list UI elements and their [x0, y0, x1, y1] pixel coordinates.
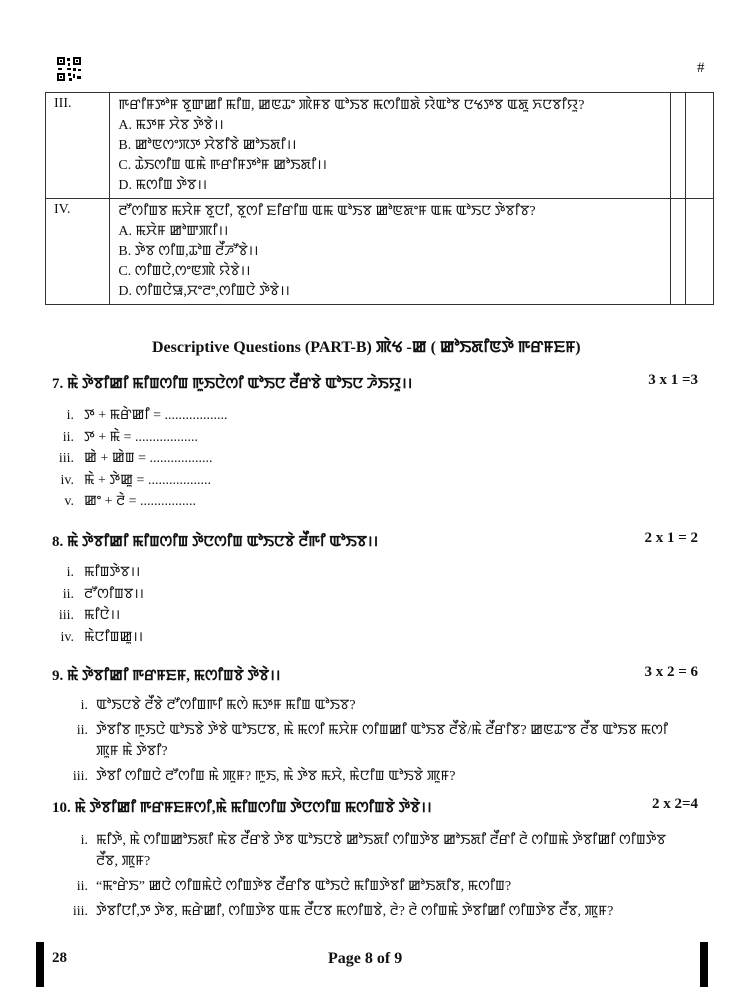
- item-text: ꯃꯥ + ꯇꯥꯀꯨ = ..................: [84, 472, 211, 488]
- list-item: [36, 427, 228, 449]
- option-d: D. ꯃꯁꯤꯡ ꯇꯥꯕ।।: [118, 178, 208, 193]
- item-number: v.: [64, 494, 74, 509]
- question-10-heading: 10. ꯃꯥ ꯇꯥꯕꯤꯀꯤ ꯒꯔꯝꯐꯝꯁꯤ,ꯃꯥ ꯃꯤꯡꯁꯤꯡ ꯇꯥꯅꯁꯤꯡ ꯃꯁꯤꯡꯕꯥ ꯇꯥꯕꯥ।।: [52, 800, 432, 816]
- mcq-row: [46, 93, 714, 199]
- page-number: Page 8 of 9: [328, 950, 403, 967]
- item-text: ꯃꯤꯇꯥ, ꯃꯥ ꯁꯤꯡꯀꯣꯏꯗꯤ ꯃꯥꯕ ꯂꯩꯔꯕꯥ ꯇꯥꯕ ꯑꯣꯏꯅꯕꯥ ꯀꯣꯏꯗꯤ ꯁꯤꯡꯇꯥꯕ ꯀꯣꯏꯗꯤ ꯂꯩꯔꯤ ꯂꯥ ꯁꯤꯡꯃꯥ ꯇꯥꯕꯤꯀꯤ ꯁꯤꯡꯇꯥꯕ ꯂꯩꯕ, ꯄꯨꯝ?: [96, 833, 666, 869]
- item-number: i.: [80, 698, 88, 713]
- option-a: A. ꯃꯇꯝ ꯆꯥꯕ ꯇꯥꯕꯥ।।: [118, 118, 224, 133]
- page-marker: #: [697, 60, 705, 76]
- item-number: i.: [66, 565, 74, 580]
- option-a: A. ꯃꯆꯥꯝ ꯀꯣꯛꯄꯤ।।: [118, 224, 229, 239]
- item-number: i.: [80, 833, 88, 848]
- list-item: [36, 605, 144, 627]
- item-text: ꯇꯥꯕꯤꯕ ꯒꯨꯏꯅꯥ ꯑꯣꯏꯕꯥ ꯇꯥꯕꯥ ꯑꯣꯏꯅꯕ, ꯃꯥ ꯃꯁꯤ ꯃꯆꯥꯝ ꯁꯤꯡꯀꯤ ꯑꯣꯏꯕ ꯂꯩꯕꯥ/ꯃꯥ ꯂꯩꯔꯤꯕ? ꯀꯟꯊꯦꯕ ꯂꯩꯕ ꯑꯣꯏꯕ ꯃꯁꯤ ꯄꯨꯝ ꯃꯥ ꯇꯥꯕꯤ?: [96, 723, 668, 759]
- question-10-marks: 2 x 2=4: [651, 796, 698, 812]
- blank-cell: [686, 93, 714, 199]
- item-number: iv.: [60, 629, 74, 645]
- question-8-items: [36, 562, 144, 648]
- page-code: 28: [52, 950, 67, 966]
- item-text: ꯑꯣꯏꯅꯕꯥ ꯂꯩꯕꯥ ꯂꯧꯁꯤꯡꯒꯤ ꯃꯁꯥ ꯃꯇꯝ ꯃꯤꯡ ꯑꯣꯏꯕ?: [96, 698, 356, 713]
- list-item: [60, 695, 690, 716]
- question-text: ꯒꯔꯤꯝꯇꯣꯝ ꯕꯨꯛꯀꯤ ꯃꯤꯡ, ꯀꯟꯊꯦ ꯄꯥꯝꯕ ꯑꯣꯏꯕ ꯃꯁꯤꯡꯗꯥ ꯌꯥꯑꯣꯕ ꯅꯠꯇꯕ ꯑꯗꯨ ꯈꯅꯕꯤꯌꯨ?: [118, 98, 585, 113]
- item-number: iii.: [58, 608, 74, 623]
- question-7-heading: 7. ꯃꯥ ꯇꯥꯕꯤꯀꯤ ꯃꯤꯡꯁꯤꯡ ꯒꯨꯏꯅꯥꯁꯤ ꯑꯣꯏꯅ ꯂꯩꯔꯕꯥ ꯑꯣꯏꯅ ꯍꯥꯏꯌꯨ।।: [52, 376, 413, 392]
- option-c: C. ꯊꯥꯏꯁꯤꯡ ꯑꯃꯥ ꯒꯔꯤꯝꯇꯣꯝ ꯀꯣꯏꯗꯤ।।: [118, 158, 327, 173]
- list-item: [36, 562, 144, 584]
- item-text: “ꯃꯦꯔꯥꯏ” ꯀꯅꯥ ꯁꯤꯡꯃꯥꯅꯥ ꯁꯤꯡꯇꯥꯕ ꯂꯩꯔꯤꯕ ꯑꯣꯏꯅꯥ ꯃꯤꯡꯇꯥꯕꯤ ꯀꯣꯏꯗꯤꯕ, ꯃꯁꯤꯡ?: [96, 879, 512, 894]
- item-text: ꯇꯥꯕꯤ ꯁꯤꯡꯅꯥ ꯂꯧꯁꯤꯡ ꯃꯥ ꯄꯨꯝ? ꯒꯨꯏ, ꯃꯥ ꯇꯥꯕ ꯃꯆꯥ, ꯃꯥꯅꯤꯡ ꯑꯣꯏꯕꯥ ꯄꯨꯝ?: [96, 769, 456, 784]
- item-text: ꯀꯦ + ꯂꯥ = ................: [84, 494, 197, 509]
- item-number: iii.: [58, 451, 74, 466]
- question-9-items: [60, 695, 690, 791]
- list-item: [60, 901, 690, 922]
- right-footer-bar: [700, 942, 708, 987]
- item-number: iii.: [72, 769, 88, 784]
- item-number: i.: [66, 408, 74, 423]
- question-cell: [110, 93, 671, 199]
- item-text: ꯇ + ꯃꯥ = ..................: [84, 429, 199, 445]
- item-text: ꯃꯥꯅꯤꯡꯀꯨ।।: [84, 629, 144, 645]
- list-item: [36, 448, 228, 470]
- mcq-row: [46, 199, 714, 305]
- blank-cell: [670, 93, 685, 199]
- list-item: [36, 470, 228, 492]
- item-number: ii.: [76, 879, 88, 894]
- item-number: ii.: [62, 586, 74, 602]
- item-number: ii.: [76, 723, 88, 738]
- question-number: IV.: [46, 199, 110, 305]
- item-text: ꯀꯥ + ꯀꯥꯡ = ..................: [84, 451, 213, 466]
- qr-code-icon: [56, 56, 82, 82]
- list-item: [36, 627, 144, 649]
- question-9-heading: 9. ꯃꯥ ꯇꯥꯕꯤꯀꯤ ꯒꯔꯝꯐꯝ, ꯃꯁꯤꯡꯕꯥ ꯇꯥꯕꯥ।।: [52, 668, 281, 684]
- item-number: iii.: [72, 904, 88, 919]
- item-text: ꯇ + ꯃꯔꯥꯀꯤ = ..................: [84, 408, 228, 423]
- list-item: [36, 405, 228, 427]
- blank-cell: [670, 199, 685, 305]
- item-text: ꯃꯤꯡꯇꯥꯕ।।: [84, 565, 141, 580]
- question-8-marks: 2 x 1 = 2: [644, 530, 698, 546]
- item-number: ii.: [62, 429, 74, 445]
- question-cell: [110, 199, 671, 305]
- option-b: B. ꯇꯥꯕ ꯁꯤꯡ,ꯊꯣꯡ ꯂꯩꯍꯧꯕꯥ।।: [118, 244, 259, 259]
- question-9-marks: 3 x 2 = 6: [644, 664, 698, 680]
- list-item: [60, 720, 690, 762]
- question-7-items: [36, 405, 228, 513]
- left-footer-bar: [36, 942, 44, 987]
- list-item: [36, 584, 144, 606]
- list-item: [36, 491, 228, 513]
- question-8-heading: 8. ꯃꯥ ꯇꯥꯕꯤꯀꯤ ꯃꯤꯡꯁꯤꯡ ꯇꯥꯅꯁꯤꯡ ꯑꯣꯏꯅꯕꯥ ꯂꯩꯒꯤ ꯑꯣꯏꯕ।।: [52, 534, 379, 550]
- list-item: [60, 876, 690, 897]
- question-number: III.: [46, 93, 110, 199]
- blank-cell: [686, 199, 714, 305]
- option-d: D. ꯁꯤꯡꯅꯥꯎ,ꯆꯦꯂꯦ,ꯁꯤꯡꯅꯥ ꯇꯥꯕꯥ।।: [118, 284, 290, 299]
- option-b: B. ꯀꯣꯟꯁꯦꯞꯇ ꯆꯥꯕꯤꯕꯥ ꯀꯣꯏꯗꯤ।।: [118, 138, 297, 153]
- list-item: [60, 766, 690, 787]
- item-text: ꯂꯧꯁꯤꯡꯕ।।: [84, 586, 144, 602]
- option-c: C. ꯁꯤꯡꯅꯥ,ꯁꯦꯟꯄꯥ ꯌꯥꯕꯥ।।: [118, 264, 251, 279]
- question-text: ꯂꯧꯁꯤꯡꯕ ꯃꯆꯥꯝ ꯕꯨꯅꯤ, ꯕꯨꯁꯤ ꯐꯤꯔꯤꯡ ꯑꯃ ꯑꯣꯏꯕ ꯀꯣꯟꯗꯦꯝ ꯑꯃ ꯑꯣꯏꯅ ꯇꯥꯕꯤꯕ?: [118, 204, 536, 219]
- mcq-table: [45, 92, 714, 305]
- item-number: iv.: [60, 472, 74, 488]
- section-title: Descriptive Questions (PART-B) ꯄꯥꯠ -ꯀ ( ꯀꯣꯏꯗꯤꯟꯇꯥ ꯒꯔꯝꯐꯝ): [152, 339, 581, 356]
- list-item: [60, 830, 690, 872]
- question-10-items: [60, 830, 690, 926]
- item-text: ꯇꯥꯕꯤꯅꯤ,ꯇ ꯇꯥꯕ, ꯃꯔꯥꯀꯤ, ꯁꯤꯡꯇꯥꯕ ꯑꯃ ꯂꯩꯅꯕ ꯃꯁꯤꯡꯕꯥ, ꯂꯥ? ꯂꯥ ꯁꯤꯡꯃꯥ ꯇꯥꯕꯤꯀꯤ ꯁꯤꯡꯇꯥꯕ ꯂꯩꯕ, ꯄꯨꯝ?: [96, 904, 614, 919]
- item-text: ꯃꯤꯅꯥ।।: [84, 608, 121, 623]
- question-7-marks: 3 x 1 =3: [648, 372, 698, 388]
